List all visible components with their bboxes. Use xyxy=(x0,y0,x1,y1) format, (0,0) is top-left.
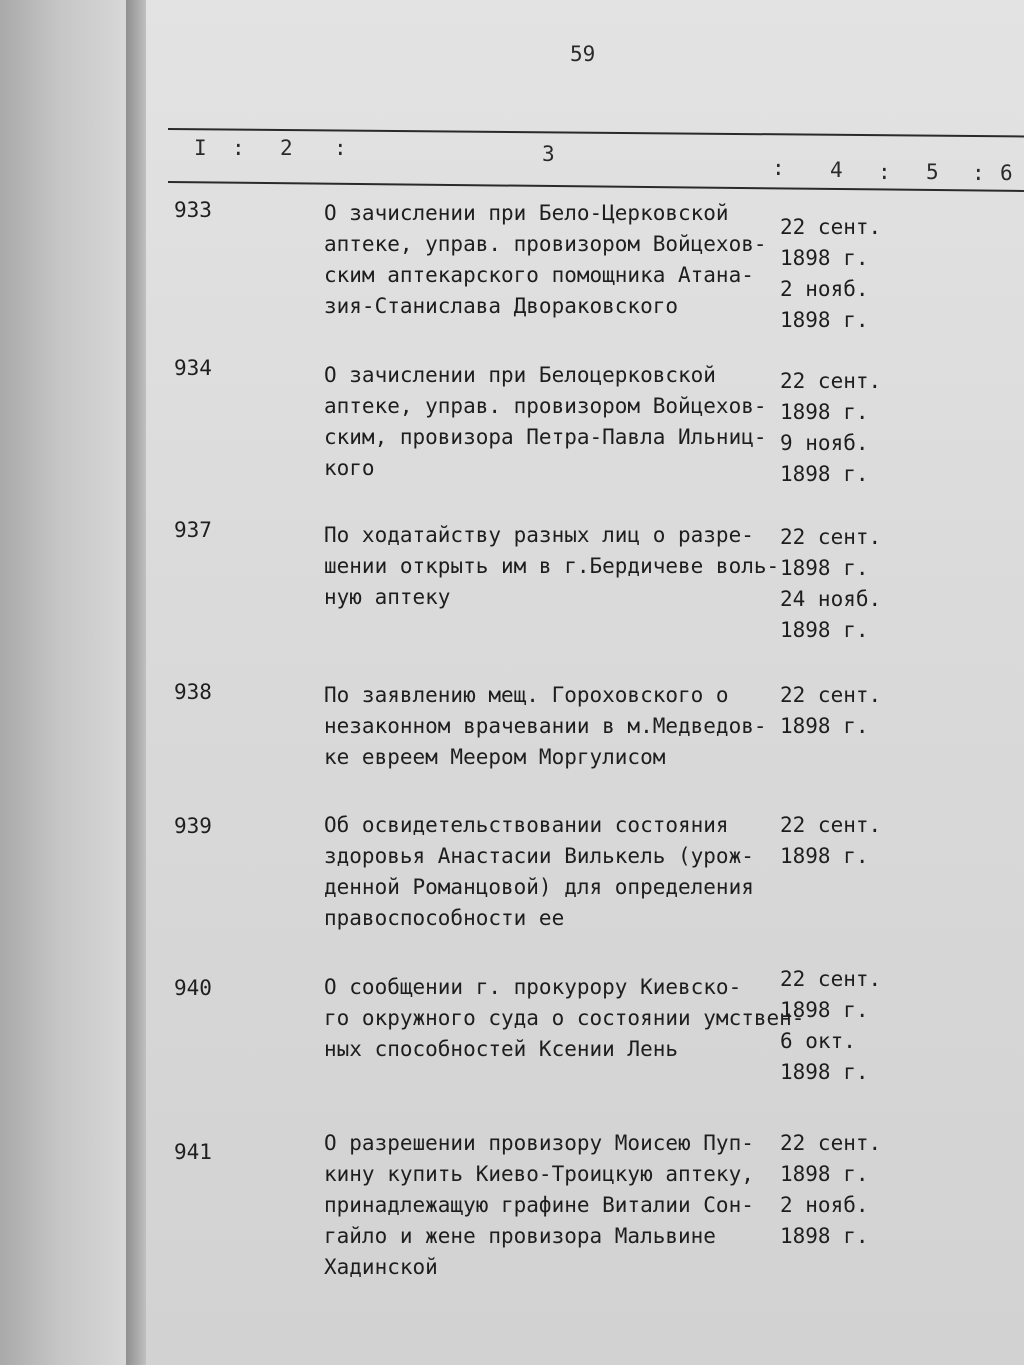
column-header-1: I xyxy=(194,136,207,160)
entry-line: О зачислении при Белоцерковской xyxy=(324,363,716,387)
entry-date: 22 сент. xyxy=(780,967,882,991)
entry-line: шении открыть им в г.Бердичеве воль- xyxy=(324,554,780,578)
entry-date: 1898 г. xyxy=(780,462,869,486)
entry-number: 933 xyxy=(174,198,212,222)
column-separator: : xyxy=(878,160,891,184)
entry-line: аптеке, управ. провизором Войцехов- xyxy=(324,232,767,256)
column-header-4: 4 xyxy=(830,158,843,182)
entry-line: ке евреем Меером Моргулисом xyxy=(324,745,666,769)
entry-line: незаконном врачевании в м.Медведов- xyxy=(324,714,767,738)
entry-date: 1898 г. xyxy=(780,1060,869,1084)
entry-date: 1898 г. xyxy=(780,714,869,738)
entry-description xyxy=(324,1128,772,1283)
entry-dates xyxy=(780,212,900,336)
entry-description xyxy=(324,810,772,934)
entry-date: 24 нояб. xyxy=(780,587,882,611)
entry-date: 22 сент. xyxy=(780,1131,882,1155)
column-separator: : xyxy=(334,136,347,160)
entry-line: ским, провизора Петра-Павла Ильниц- xyxy=(324,425,767,449)
column-separator: : xyxy=(232,136,245,160)
entry-date: 2 нояб. xyxy=(780,1193,869,1217)
entry-description xyxy=(324,198,772,322)
entry-number: 937 xyxy=(174,518,212,542)
entry-dates xyxy=(780,810,900,872)
entry-dates xyxy=(780,964,900,1088)
entry-line: гайло и жене провизора Мальвине xyxy=(324,1224,716,1248)
entry-date: 22 сент. xyxy=(780,683,882,707)
entry-line: здоровья Анастасии Вилькель (урож- xyxy=(324,844,754,868)
entry-date: 1898 г. xyxy=(780,618,869,642)
entry-line: Об освидетельствовании состояния xyxy=(324,813,729,837)
entry-date: 22 сент. xyxy=(780,369,882,393)
entry-line: правоспособности ее xyxy=(324,906,565,930)
entry-line: ским аптекарского помощника Атана- xyxy=(324,263,754,287)
entry-date: 2 нояб. xyxy=(780,277,869,301)
entry-line: денной Романцовой) для определения xyxy=(324,875,754,899)
column-header-3: 3 xyxy=(542,142,555,166)
entry-line: Хадинской xyxy=(324,1255,438,1279)
column-header-2: 2 xyxy=(280,136,293,160)
entry-line: аптеке, управ. провизором Войцехов- xyxy=(324,394,767,418)
entry-date: 1898 г. xyxy=(780,1224,869,1248)
entry-date: 22 сент. xyxy=(780,813,882,837)
entry-date: 1898 г. xyxy=(780,556,869,580)
entry-line: кого xyxy=(324,456,375,480)
entry-date: 1898 г. xyxy=(780,246,869,270)
entry-number: 940 xyxy=(174,976,212,1000)
entry-line: зия-Станислава Двораковского xyxy=(324,294,679,318)
entry-date: 9 нояб. xyxy=(780,431,869,455)
entry-date: 6 окт. xyxy=(780,1029,856,1053)
entry-line: О зачислении при Бело-Церковской xyxy=(324,201,729,225)
entry-line: ных способностей Ксении Лень xyxy=(324,1037,679,1061)
entry-line: По заявлению мещ. Гороховского о xyxy=(324,683,729,707)
entry-date: 1898 г. xyxy=(780,308,869,332)
column-separator: : xyxy=(972,161,985,185)
entry-dates xyxy=(780,522,900,646)
entry-line: го окружного суда о состоянии умствен- xyxy=(324,1006,805,1030)
entry-description xyxy=(324,360,772,484)
entry-number: 934 xyxy=(174,356,212,380)
entry-date: 1898 г. xyxy=(780,844,869,868)
entry-line: кину купить Киево-Троицкую аптеку, xyxy=(324,1162,754,1186)
document-page xyxy=(146,0,1024,1365)
entry-date: 22 сент. xyxy=(780,215,882,239)
entry-dates xyxy=(780,1128,900,1252)
page-number: 59 xyxy=(570,42,596,66)
header-bottom-rule xyxy=(168,181,1024,192)
column-separator: : xyxy=(772,156,785,180)
entry-dates xyxy=(780,366,900,490)
header-top-rule xyxy=(168,128,1024,137)
entry-date: 1898 г. xyxy=(780,1162,869,1186)
entry-line: принадлежащую графине Виталии Сон- xyxy=(324,1193,754,1217)
entry-number: 939 xyxy=(174,814,212,838)
column-header-6: 6 xyxy=(1000,161,1013,185)
entry-line: По ходатайству разных лиц о разре- xyxy=(324,523,754,547)
entry-date: 1898 г. xyxy=(780,400,869,424)
entry-description xyxy=(324,972,805,1065)
entry-line: ную аптеку xyxy=(324,585,451,609)
entry-date: 22 сент. xyxy=(780,525,882,549)
entry-line: О сообщении г. прокурору Киевско- xyxy=(324,975,742,999)
column-header-5: 5 xyxy=(926,160,939,184)
entry-description xyxy=(324,680,772,773)
entry-date: 1898 г. xyxy=(780,998,869,1022)
entry-description xyxy=(324,520,780,613)
entry-line: О разрешении провизору Моисею Пуп- xyxy=(324,1131,754,1155)
entry-number: 938 xyxy=(174,680,212,704)
entry-number: 941 xyxy=(174,1140,212,1164)
entry-dates xyxy=(780,680,900,742)
